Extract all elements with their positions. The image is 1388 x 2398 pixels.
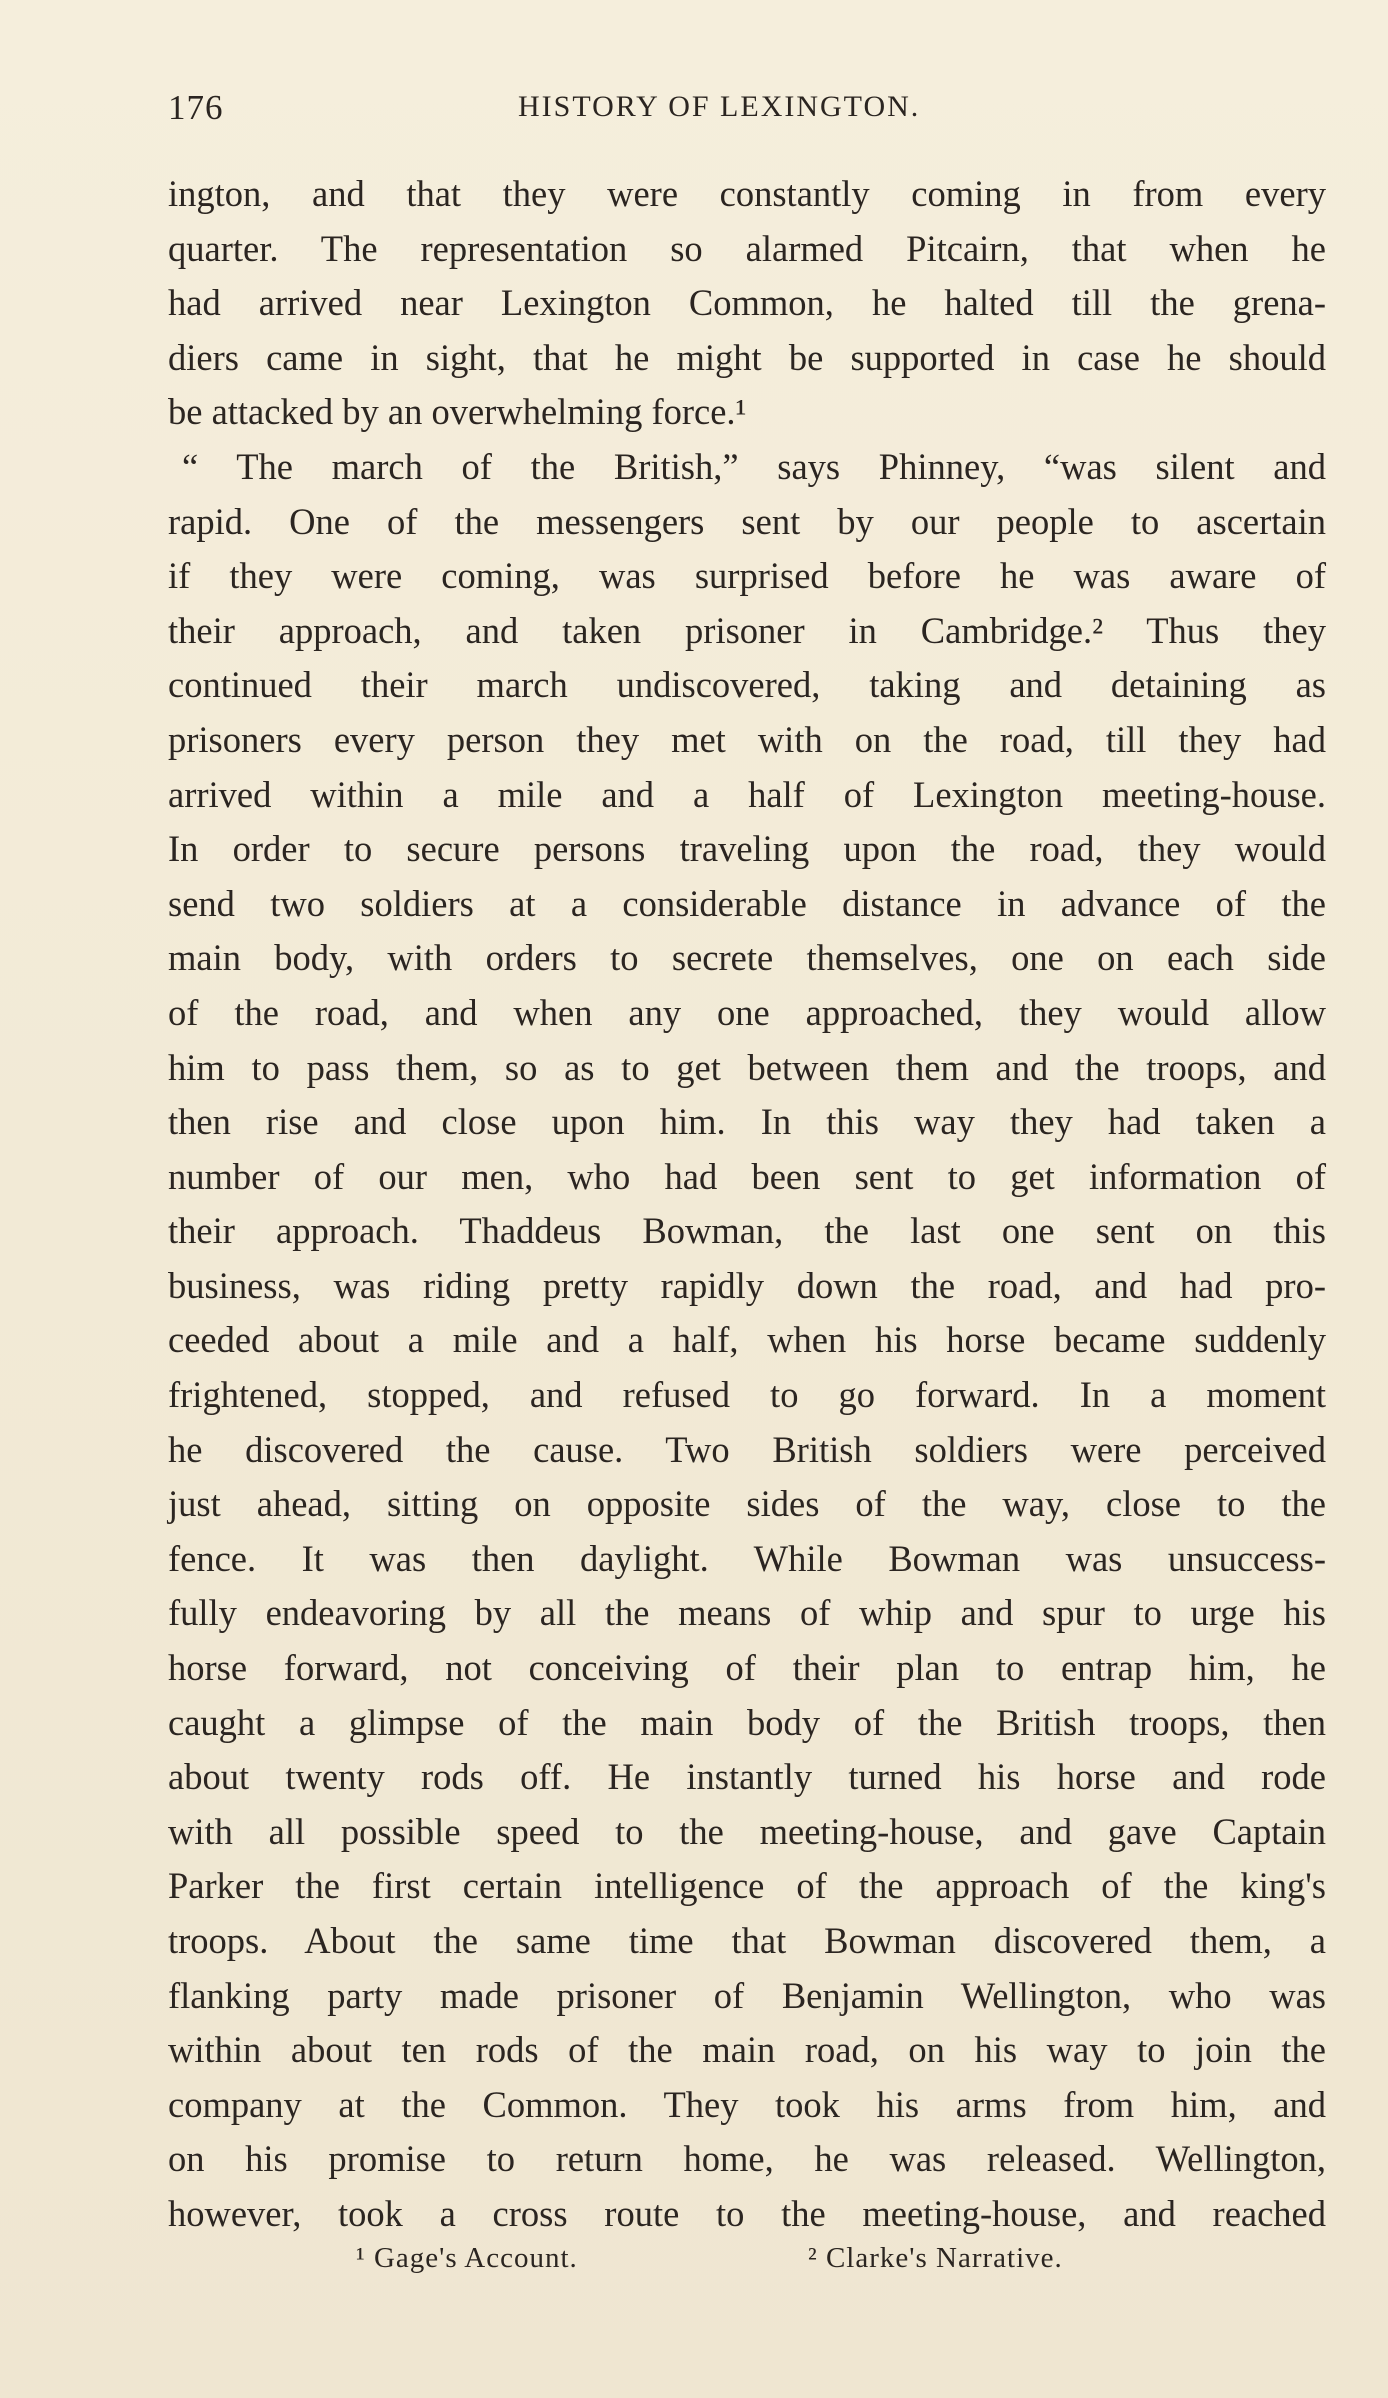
text-line-paragraph-start: “ The march of the British,” says Phinney, “was silent and	[182, 445, 1326, 487]
body-text	[168, 167, 1326, 2242]
text-line-paragraph-end: be attacked by an overwhelming force.¹	[168, 391, 747, 433]
text-line: within about ten rods of the main road, on his way to join the	[168, 2029, 1326, 2071]
text-line: with all possible speed to the meeting-house, and gave Captain	[168, 1810, 1326, 1852]
text-line: then rise and close upon him. In this way they had taken a	[168, 1101, 1326, 1143]
text-line: fence. It was then daylight. While Bowman was unsuccess-	[168, 1537, 1326, 1579]
footnote-1: ¹ Gage's Account.	[356, 2242, 578, 2274]
text-line: main body, with orders to secrete themselves, one on each side	[168, 937, 1326, 979]
text-line: prisoners every person they met with on the road, till they had	[168, 718, 1326, 760]
footnote-2: ² Clarke's Narrative.	[808, 2242, 1063, 2274]
text-line: send two soldiers at a considerable distance in advance of the	[168, 882, 1326, 924]
text-line: he discovered the cause. Two British soldiers were perceived	[168, 1428, 1326, 1470]
text-line: their approach. Thaddeus Bowman, the last one sent on this	[168, 1210, 1326, 1252]
text-line: business, was riding pretty rapidly down the road, and had pro-	[168, 1264, 1326, 1306]
text-line: quarter. The representation so alarmed Pitcairn, that when he	[168, 227, 1326, 269]
text-line: flanking party made prisoner of Benjamin Wellington, who was	[168, 1974, 1326, 2016]
text-line: if they were coming, was surprised before he was aware of	[168, 555, 1326, 597]
text-line: on his promise to return home, he was released. Wellington,	[168, 2138, 1326, 2180]
text-line: fully endeavoring by all the means of whip and spur to urge his	[168, 1592, 1326, 1634]
text-line: continued their march undiscovered, taking and detaining as	[168, 664, 1326, 706]
text-line: company at the Common. They took his arms from him, and	[168, 2083, 1326, 2125]
text-line: Parker the first certain intelligence of the approach of the king's	[168, 1865, 1326, 1907]
text-line: ceeded about a mile and a half, when his horse became suddenly	[168, 1319, 1326, 1361]
text-line: diers came in sight, that he might be supported in case he should	[168, 336, 1326, 378]
text-line: him to pass them, so as to get between them and the troops, and	[168, 1046, 1326, 1088]
running-head: HISTORY OF LEXINGTON.	[518, 90, 921, 123]
footnotes	[168, 2242, 1326, 2282]
text-line: of the road, and when any one approached, they would allow	[168, 991, 1326, 1033]
text-line: however, took a cross route to the meeting-house, and reached	[168, 2192, 1326, 2234]
text-line: arrived within a mile and a half of Lexington meeting-house.	[168, 773, 1326, 815]
text-line: just ahead, sitting on opposite sides of the way, close to the	[168, 1483, 1326, 1525]
text-line: frightened, stopped, and refused to go forward. In a moment	[168, 1374, 1326, 1416]
text-line: rapid. One of the messengers sent by our people to ascertain	[168, 500, 1326, 542]
text-line: number of our men, who had been sent to get information of	[168, 1155, 1326, 1197]
text-line: horse forward, not conceiving of their plan to entrap him, he	[168, 1647, 1326, 1689]
text-line: had arrived near Lexington Common, he halted till the grena-	[168, 282, 1326, 324]
text-line: troops. About the same time that Bowman discovered them, a	[168, 1920, 1326, 1961]
page-number: 176	[168, 88, 224, 127]
text-line: their approach, and taken prisoner in Cambridge.² Thus they	[168, 609, 1326, 651]
text-line: ington, and that they were constantly coming in from every	[168, 173, 1326, 214]
text-line: In order to secure persons traveling upon the road, they would	[168, 828, 1326, 870]
text-line: caught a glimpse of the main body of the British troops, then	[168, 1701, 1326, 1743]
text-line: about twenty rods off. He instantly turned his horse and rode	[168, 1756, 1326, 1798]
page-header	[168, 88, 1328, 140]
